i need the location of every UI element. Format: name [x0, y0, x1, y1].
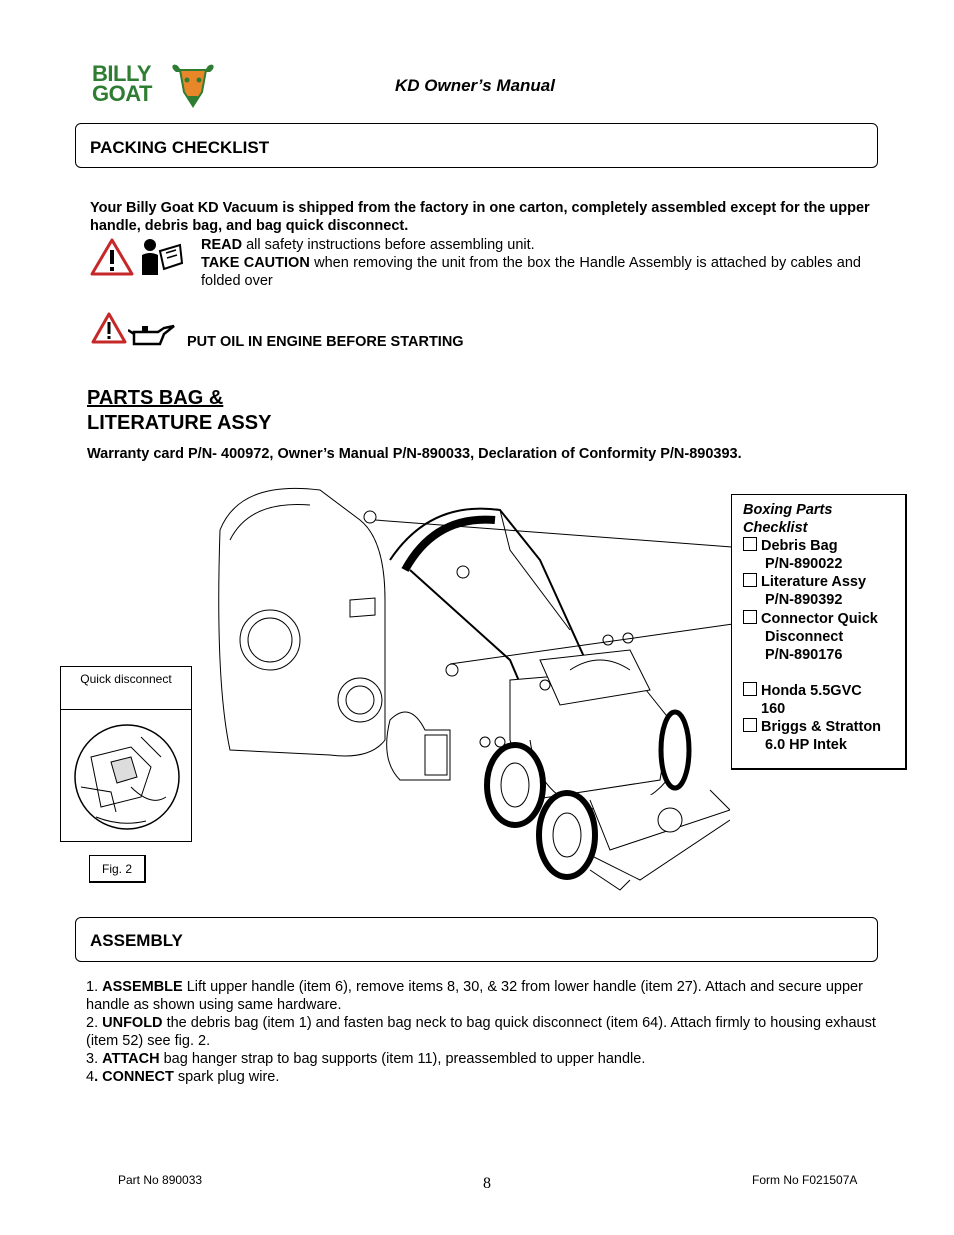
assembly-header — [75, 917, 878, 962]
parts-bag-title — [87, 386, 271, 436]
assembly-step-3 — [86, 1050, 886, 1068]
parts-bag-title-line2: LITERATURE ASSY — [87, 412, 272, 434]
checkbox-connector[interactable] — [743, 610, 757, 624]
goat-head-icon — [168, 58, 218, 110]
quick-disconnect-divider — [61, 709, 191, 710]
checklist-item-briggs — [743, 718, 881, 754]
fig-label: Fig. 2 — [89, 855, 146, 883]
boxing-parts-checklist — [731, 494, 907, 770]
assembly-step-4 — [86, 1068, 886, 1086]
footer-part-no: Part No 890033 — [118, 1173, 203, 1187]
quick-disconnect-box — [60, 666, 192, 842]
checklist-item-line1: Connector Quick — [761, 611, 878, 627]
warranty-text: Warranty card P/N- 400972, Owner’s Manual P/N-890033, Declaration of Conformity P/N-890393. — [87, 446, 742, 462]
checklist-item-line1: Honda 5.5GVC — [761, 683, 862, 699]
checklist-item-line1: Literature Assy — [761, 574, 867, 590]
checklist-item-line2: 6.0 HP Intek — [765, 737, 847, 753]
checklist-item-connector — [743, 610, 878, 664]
checklist-item-honda — [743, 682, 862, 718]
step-number: 4 — [86, 1069, 95, 1085]
step-number: 2. — [86, 1015, 103, 1031]
read-manual-icon — [138, 237, 184, 277]
checklist-title — [743, 501, 832, 537]
checkbox-debris-bag[interactable] — [743, 537, 757, 551]
checklist-title-line1: Boxing Parts — [743, 502, 833, 518]
read-text: all safety instructions before assembling unit. — [242, 237, 535, 253]
warning-triangle-icon-oil — [90, 311, 128, 345]
checklist-item-line2: P/N-890022 — [765, 556, 843, 572]
assembly-step-1 — [86, 978, 886, 1014]
step-label: ASSEMBLE — [102, 979, 183, 995]
step-text: spark plug wire. — [173, 1069, 280, 1085]
checklist-item-literature-assy — [743, 573, 866, 609]
logo-line2: GOAT — [92, 81, 152, 106]
checklist-item-line1: Debris Bag — [761, 538, 838, 554]
caution-text: when removing the unit from the box the Handle Assembly is attached by cables and folded over — [201, 255, 861, 289]
checkbox-literature-assy[interactable] — [743, 573, 757, 587]
assembly-step-2 — [86, 1014, 886, 1050]
caution-label: TAKE CAUTION — [201, 255, 310, 271]
checkbox-briggs[interactable] — [743, 718, 757, 732]
read-instruction — [201, 236, 861, 254]
step-text: the debris bag (item 1) and fasten bag neck to bag quick disconnect (item 64). Attach firmly to housing exhaust (item 52) see fig. 2. — [86, 1015, 876, 1049]
page-number: 8 — [483, 1175, 491, 1192]
assembly-heading: ASSEMBLY — [90, 931, 183, 950]
step-text: bag hanger strap to bag supports (item 11), preassembled to upper handle. — [159, 1051, 646, 1067]
quick-disconnect-label: Quick disconnect — [80, 672, 172, 686]
oil-can-icon — [128, 320, 176, 350]
parts-bag-title-line1: PARTS BAG & — [87, 387, 224, 409]
read-label: READ — [201, 237, 243, 253]
checklist-item-line2: P/N-890392 — [765, 592, 843, 608]
warning-triangle-icon — [89, 237, 135, 277]
checklist-title-line2: Checklist — [743, 520, 808, 536]
checklist-item-line1: Briggs & Stratton — [761, 719, 882, 735]
step-number: 3. — [86, 1051, 103, 1067]
leader-lines — [375, 510, 755, 690]
step-label: . CONNECT — [94, 1069, 174, 1085]
manual-title: KD Owner’s Manual — [395, 76, 555, 95]
packing-checklist-header — [75, 123, 878, 168]
step-label: UNFOLD — [102, 1015, 163, 1031]
step-text: Lift upper handle (item 6), remove items 8, 30, & 32 from lower handle (item 27). Attach and secure upper handle as shown using same hardware. — [86, 979, 863, 1013]
checklist-item-line2: Disconnect — [765, 629, 844, 645]
checklist-item-line3: P/N-890176 — [765, 647, 843, 663]
checkbox-honda[interactable] — [743, 682, 757, 696]
oil-warning-text: PUT OIL IN ENGINE BEFORE STARTING — [187, 334, 464, 350]
caution-instruction — [201, 254, 861, 290]
assembly-steps — [86, 978, 886, 1086]
checklist-item-line2: 160 — [761, 701, 786, 717]
packing-intro: Your Billy Goat KD Vacuum is shipped from the factory in one carton, completely assembled except for the upper handle, debris bag, and bag quick disconnect. — [90, 200, 870, 234]
billy-goat-logo — [92, 60, 222, 112]
logo-line1: BILLY — [92, 61, 152, 86]
checklist-item-debris-bag — [743, 537, 842, 573]
step-number: 1. — [86, 979, 103, 995]
step-label: ATTACH — [102, 1051, 160, 1067]
quick-disconnect-detail-image — [71, 717, 181, 837]
packing-checklist-heading: PACKING CHECKLIST — [90, 138, 270, 157]
footer-form-no: Form No F021507A — [752, 1173, 858, 1187]
